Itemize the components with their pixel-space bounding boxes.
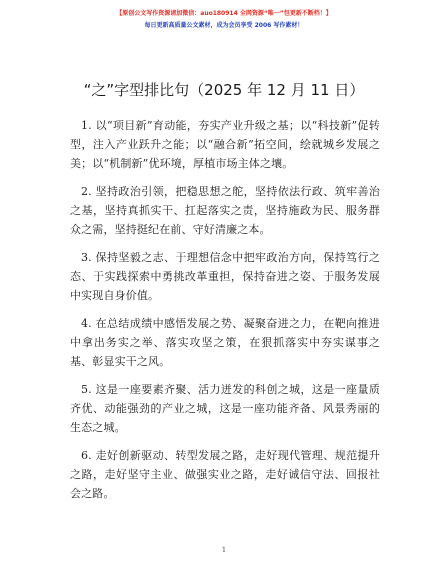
document-title: “之”字型排比句（2025 年 12 月 11 日）: [83, 81, 365, 99]
paragraph-2: 2. 坚持政治引领，把稳思想之舵，坚持依法行政、筑牢善治之基，坚持真抓实干、扛起落实之责，坚持施政为民、服务群众之需，坚持挺纪在前、守好清廉之本。: [70, 185, 380, 236]
paragraph-4: 4. 在总结成绩中感悟发展之势、凝聚奋进之力，在靶向推进中拿出务实之举、落实攻坚之策，在狠抓落实中夯实谋事之基、彰显实干之风。: [70, 317, 380, 368]
paragraph-3: 3. 保持坚毅之志、于理想信念中把牢政治方向，保持笃行之态、于实践探索中勇挑改革重担，保持奋进之姿、于服务发展中实现自身价值。: [70, 251, 380, 302]
document-body: [70, 116, 380, 512]
paragraph-5: 5. 这是一座要素齐聚、活力迸发的科创之城，这是一座量质齐优、动能强劲的产业之城，这是一座功能齐备、风景秀丽的生态之城。: [70, 383, 380, 434]
promo-banner-line-2: 每日更新高质量公文素材，成为会员享受 2006 写作素材！: [144, 22, 304, 29]
paragraph-1: 1. 以“项目新”育动能，夯实产业升级之基；以“科技新”促转型，注入产业跃升之能；以“融合新”拓空间，绘就城乡发展之美；以“机制新”优环境，厚植市场主体之壤。: [70, 119, 380, 170]
promo-banner-line-1: 【原创公文写作资源请加微信：auo180914 全网资源“唯一”包更新不断档！】: [116, 10, 332, 17]
paragraph-6: 6. 走好创新驱动、转型发展之路，走好现代管理、规范提升之路，走好坚守主业、做强实业之路，走好诚信守法、回报社会之路。: [70, 449, 380, 500]
page-number: 1: [221, 546, 227, 554]
promo-banner: [0, 8, 448, 32]
